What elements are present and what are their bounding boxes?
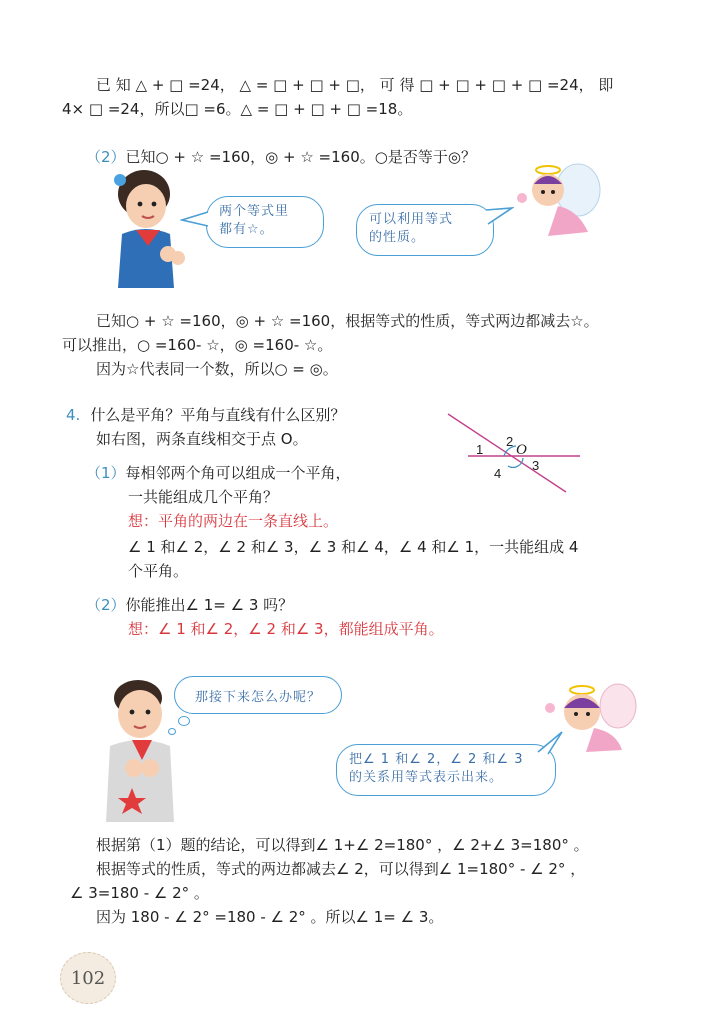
girl-bubble-line1: 两个等式里 — [219, 204, 290, 219]
intersecting-lines-figure — [420, 408, 590, 494]
q4-answer1-line2: 个平角。 — [128, 562, 189, 580]
q4-question: 什么是平角？平角与直线有什么区别？ — [90, 406, 346, 424]
boy-illustration — [98, 676, 184, 822]
para3-line3: ∠ 3=180 - ∠ 2° 。 — [70, 884, 209, 902]
q4-answer1-line1: ∠ 1 和∠ 2，∠ 2 和∠ 3，∠ 3 和∠ 4，∠ 4 和∠ 1，一共能组成 4 — [128, 538, 579, 556]
angle-label-3: 3 — [532, 458, 540, 473]
para1-line1: 已 知 △ + □ =24， △ = □ + □ + □， 可 得 □ + □ + □ + □ =24， 即 — [96, 76, 614, 94]
girl-bubble-line2: 都有☆。 — [219, 222, 274, 237]
boy-thought-text: 那接下来怎么办呢？ — [194, 689, 321, 705]
q4-hint2: 想：∠ 1 和∠ 2，∠ 2 和∠ 3，都能组成平角。 — [128, 620, 444, 638]
angel-bubble-line2: 的性质。 — [369, 230, 426, 245]
q4-sub2-line — [86, 594, 293, 616]
para2-line3: 因为☆代表同一个数，所以○ = ◎。 — [96, 360, 338, 378]
q4-hint1: 想：平角的两边在一条直线上。 — [128, 512, 339, 530]
q4-number: 4. — [66, 406, 81, 424]
q4-sub1-number: （1） — [86, 464, 126, 482]
q2-number: （2） — [86, 148, 126, 166]
q4-sub1-line2: 一共能组成几个平角？ — [128, 488, 279, 506]
angel2-bubble-line2: 的关系用等式表示出来。 — [349, 770, 504, 785]
q4-line1 — [66, 404, 345, 426]
boy-thought-cloud — [174, 676, 342, 714]
angle-label-1: 1 — [476, 442, 484, 457]
angel2-bubble-tail — [536, 730, 566, 756]
q2-text: 已知○ + ☆ =160，◎ + ☆ =160。○是否等于◎？ — [125, 148, 476, 166]
girl-bubble-tail — [180, 210, 210, 230]
para2-line1: 已知○ + ☆ =160，◎ + ☆ =160，根据等式的性质，等式两边都减去☆。 — [96, 312, 599, 330]
para3-line4: 因为 180 - ∠ 2° =180 - ∠ 2° 。所以∠ 1= ∠ 3。 — [96, 908, 444, 926]
para3-line1: 根据第（1）题的结论，可以得到∠ 1+∠ 2=180° ，∠ 2+∠ 3=180° 。 — [96, 836, 589, 854]
angel-speech-bubble — [356, 204, 494, 256]
para3-line2: 根据等式的性质，等式的两边都减去∠ 2，可以得到∠ 1=180° - ∠ 2° ， — [96, 860, 586, 878]
q4-sub2-text: 你能推出∠ 1= ∠ 3 吗？ — [125, 596, 294, 614]
angel-illustration — [508, 160, 608, 244]
angel-bubble-line1: 可以利用等式 — [369, 212, 454, 227]
angle-label-4: 4 — [494, 466, 502, 481]
para1-line2: 4× □ =24，所以□ =6。△ = □ + □ + □ =18。 — [62, 100, 413, 118]
para2-line2: 可以推出，○ =160- ☆，◎ =160- ☆。 — [62, 336, 333, 354]
angel2-speech-bubble — [336, 744, 556, 796]
q4-sub2-number: （2） — [86, 596, 126, 614]
q4-sub1-line1 — [86, 462, 351, 484]
q4-sub1-text: 每相邻两个角可以组成一个平角， — [125, 464, 351, 482]
page-number: 102 — [60, 952, 116, 1004]
angel2-bubble-line1: 把∠ 1 和∠ 2，∠ 2 和∠ 3 — [349, 752, 524, 767]
point-o-label: O — [516, 442, 527, 458]
q4-line2: 如右图，两条直线相交于点 O。 — [96, 430, 308, 448]
angle-label-2: 2 — [506, 434, 514, 449]
girl-speech-bubble — [206, 196, 324, 248]
q2-heading — [86, 146, 476, 168]
slanted-line — [448, 414, 566, 492]
